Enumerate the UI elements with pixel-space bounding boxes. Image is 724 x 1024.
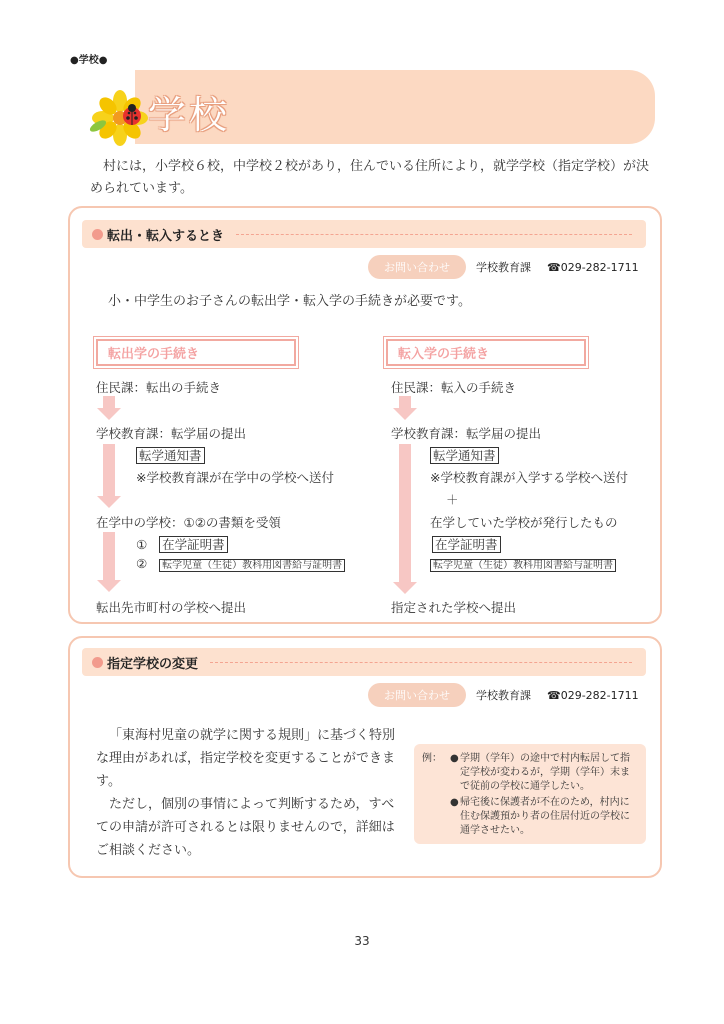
number-1: ① [136,537,148,552]
school-change-paragraph-1: 「東海村児童の就学に関する規則」に基づく特別な理由があれば，指定学校を変更することができます。 [96,728,396,789]
number-2: ② [136,556,148,571]
arrow-down-icon [97,580,121,592]
doc-enrollment-cert: 在学証明書 [432,536,501,553]
move-in-step4: 指定された学校へ提出 [391,600,517,615]
move-out-step3: 在学中の学校：①②の書類を受領 [96,515,281,530]
flower-ladybug-icon [86,84,156,146]
move-in-step1: 住民課：転入の手続き [391,380,517,395]
note-item [422,796,636,838]
section-title: 転出・転入するとき [107,228,225,244]
doc-item-1 [136,535,228,553]
contact-info [368,683,639,707]
school-change-paragraph-2: ただし，個別の事情によって判断するため，すべての申請が許可されるとは限りませんので，詳細はご相談ください。 [96,797,395,858]
page-number: 33 [354,934,370,948]
move-in-step2: 学校教育課：転学届の提出 [391,426,542,441]
example-note-box [414,744,646,844]
page-title: 学校 [148,93,231,137]
bullet-icon: ● [450,753,459,764]
doc-enrollment-cert: 在学証明書 [159,536,228,553]
arrow-shaft [399,444,411,584]
intro-text: 村には，小学校６校，中学校２校があり，住んでいる住所により，就学学校（指定学校）が決められています。 [90,159,650,196]
arrow-down-icon [97,408,121,420]
doc-transfer-notice: 転学通知書 [136,447,205,464]
contact-dept: 学校教育課 [476,689,531,702]
section-dot-icon [92,229,103,240]
section-title: 指定学校の変更 [107,656,199,672]
dashed-rule [236,234,632,235]
note-item [422,752,636,794]
arrow-shaft [103,444,115,498]
note-text-1: 学期（学年）の途中で村内転居して指定学校が変わるが，学期（学年）末まで従前の学校に通学したい。 [460,753,630,792]
move-in-note: ※学校教育課が入学する学校へ送付 [430,470,628,485]
dashed-rule [210,662,632,663]
doc-textbook-cert: 転学児童（生徒）教科用図書給与証明書 [159,559,345,572]
contact-tel: ☎029-282-1711 [547,688,639,702]
arrow-down-icon [393,408,417,420]
school-change-section-header [82,648,646,676]
move-in-step3: 在学していた学校が発行したもの [430,515,618,530]
transfer-section-header [82,220,646,248]
contact-tel: ☎029-282-1711 [547,260,639,274]
contact-info [368,255,639,279]
move-out-heading: 転出学の手続き [96,339,296,366]
move-out-step4: 転出先市町村の学校へ提出 [96,600,247,615]
arrow-shaft [103,532,115,582]
plus-sign: ＋ [446,492,459,507]
move-out-step1: 住民課：転出の手続き [96,380,222,395]
bullet-icon: ● [450,797,459,808]
doc-transfer-notice: 転学通知書 [430,447,499,464]
contact-dept: 学校教育課 [476,261,531,274]
arrow-down-icon [393,582,417,594]
doc-textbook-cert: 転学児童（生徒）教科用図書給与証明書 [430,559,616,572]
arrow-down-icon [97,496,121,508]
note-label: 例： [422,753,442,764]
doc-item-2 [136,556,345,571]
transfer-lead: 小・中学生のお子さんの転出学・転入学の手続きが必要です。 [108,294,471,309]
section-dot-icon [92,657,103,668]
contact-pill: お問い合わせ [368,683,466,707]
contact-pill: お問い合わせ [368,255,466,279]
move-out-step2: 学校教育課：転学届の提出 [96,426,247,441]
move-in-heading: 転入学の手続き [386,339,586,366]
move-out-note: ※学校教育課が在学中の学校へ送付 [136,470,334,485]
section-tag: ●学校● [70,55,108,66]
note-text-2: 帰宅後に保護者が不在のため，村内に住む保護預かり者の住居付近の学校に通学させたい。 [460,797,630,836]
